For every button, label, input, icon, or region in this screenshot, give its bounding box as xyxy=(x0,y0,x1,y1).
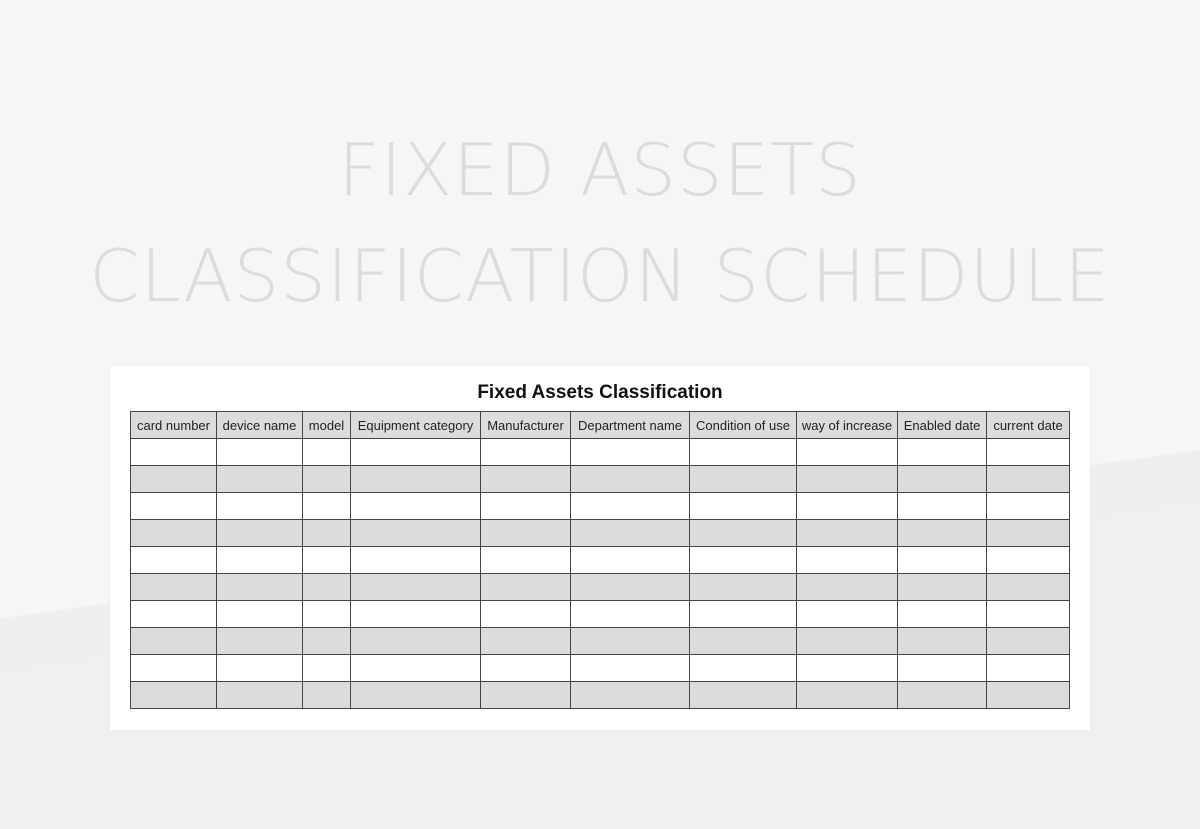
table-cell[interactable] xyxy=(481,628,571,655)
sheet-title: Fixed Assets Classification xyxy=(477,382,723,403)
table-cell[interactable] xyxy=(690,682,797,709)
table-cell[interactable] xyxy=(690,547,797,574)
table-cell[interactable] xyxy=(571,493,690,520)
table-cell[interactable] xyxy=(351,547,481,574)
table-cell[interactable] xyxy=(481,547,571,574)
table-cell[interactable] xyxy=(571,682,690,709)
table-cell[interactable] xyxy=(131,682,217,709)
table-cell[interactable] xyxy=(131,547,217,574)
column-header: Manufacturer xyxy=(481,412,571,439)
table-cell[interactable] xyxy=(481,520,571,547)
table-cell[interactable] xyxy=(797,655,898,682)
table-cell[interactable] xyxy=(898,547,987,574)
table-row xyxy=(131,628,1070,655)
table-cell[interactable] xyxy=(898,628,987,655)
table-row xyxy=(131,466,1070,493)
table-cell[interactable] xyxy=(481,682,571,709)
table-cell[interactable] xyxy=(131,520,217,547)
column-header: way of increase xyxy=(797,412,898,439)
table-cell[interactable] xyxy=(303,547,351,574)
table-cell[interactable] xyxy=(571,655,690,682)
table-cell[interactable] xyxy=(898,493,987,520)
table-cell[interactable] xyxy=(303,439,351,466)
table-row xyxy=(131,601,1070,628)
table-cell[interactable] xyxy=(303,493,351,520)
column-header: Condition of use xyxy=(690,412,797,439)
table-cell[interactable] xyxy=(987,520,1070,547)
table-cell[interactable] xyxy=(987,601,1070,628)
table-cell[interactable] xyxy=(797,601,898,628)
table-cell[interactable] xyxy=(217,601,303,628)
table-cell[interactable] xyxy=(131,628,217,655)
sheet-card xyxy=(110,366,1090,730)
table-cell[interactable] xyxy=(481,655,571,682)
table-cell[interactable] xyxy=(797,493,898,520)
table-cell[interactable] xyxy=(217,493,303,520)
table-cell[interactable] xyxy=(351,466,481,493)
table-cell[interactable] xyxy=(481,466,571,493)
table-cell[interactable] xyxy=(217,520,303,547)
table-cell[interactable] xyxy=(690,601,797,628)
table-row xyxy=(131,520,1070,547)
table-cell[interactable] xyxy=(987,439,1070,466)
table-cell[interactable] xyxy=(571,520,690,547)
table-cell[interactable] xyxy=(797,628,898,655)
table-row xyxy=(131,547,1070,574)
table-cell[interactable] xyxy=(351,439,481,466)
table-cell[interactable] xyxy=(131,574,217,601)
table-cell[interactable] xyxy=(303,628,351,655)
column-header: model xyxy=(303,412,351,439)
table-cell[interactable] xyxy=(987,493,1070,520)
table-cell[interactable] xyxy=(987,682,1070,709)
column-header: Enabled date xyxy=(898,412,987,439)
table-cell[interactable] xyxy=(131,601,217,628)
table-cell[interactable] xyxy=(987,574,1070,601)
table-cell[interactable] xyxy=(571,601,690,628)
table-cell[interactable] xyxy=(131,466,217,493)
table-cell[interactable] xyxy=(690,655,797,682)
table-cell[interactable] xyxy=(217,628,303,655)
table-cell[interactable] xyxy=(797,520,898,547)
table-cell[interactable] xyxy=(303,574,351,601)
table-cell[interactable] xyxy=(987,547,1070,574)
table-cell[interactable] xyxy=(217,574,303,601)
table-cell[interactable] xyxy=(131,655,217,682)
table-cell[interactable] xyxy=(571,466,690,493)
table-cell[interactable] xyxy=(303,682,351,709)
table-cell[interactable] xyxy=(217,682,303,709)
table-cell[interactable] xyxy=(797,574,898,601)
table-cell[interactable] xyxy=(690,466,797,493)
table-cell[interactable] xyxy=(303,601,351,628)
table-cell[interactable] xyxy=(987,655,1070,682)
table-cell[interactable] xyxy=(797,682,898,709)
table-cell[interactable] xyxy=(217,439,303,466)
table-cell[interactable] xyxy=(217,655,303,682)
classification-table xyxy=(130,411,1070,709)
table-cell[interactable] xyxy=(481,601,571,628)
table-cell[interactable] xyxy=(987,628,1070,655)
table-cell[interactable] xyxy=(898,601,987,628)
table-cell[interactable] xyxy=(898,439,987,466)
table-cell[interactable] xyxy=(797,439,898,466)
table-cell[interactable] xyxy=(351,574,481,601)
table-cell[interactable] xyxy=(797,466,898,493)
table-cell[interactable] xyxy=(571,628,690,655)
table-row xyxy=(131,682,1070,709)
table-cell[interactable] xyxy=(303,655,351,682)
table-cell[interactable] xyxy=(351,628,481,655)
table-cell[interactable] xyxy=(217,547,303,574)
table-cell[interactable] xyxy=(571,574,690,601)
table-cell[interactable] xyxy=(351,655,481,682)
table-cell[interactable] xyxy=(351,601,481,628)
table-cell[interactable] xyxy=(690,493,797,520)
table-cell[interactable] xyxy=(690,439,797,466)
column-header: current date xyxy=(987,412,1070,439)
table-cell[interactable] xyxy=(351,682,481,709)
table-row xyxy=(131,439,1070,466)
table-cell[interactable] xyxy=(131,493,217,520)
table-cell[interactable] xyxy=(898,574,987,601)
table-cell[interactable] xyxy=(481,574,571,601)
table-cell[interactable] xyxy=(898,655,987,682)
column-header: Department name xyxy=(571,412,690,439)
table-row xyxy=(131,574,1070,601)
table-cell[interactable] xyxy=(481,493,571,520)
table-cell[interactable] xyxy=(571,547,690,574)
table-cell[interactable] xyxy=(571,439,690,466)
table-row xyxy=(131,493,1070,520)
table-cell[interactable] xyxy=(131,439,217,466)
table-row xyxy=(131,655,1070,682)
table-cell[interactable] xyxy=(351,493,481,520)
table-cell[interactable] xyxy=(898,466,987,493)
table-cell[interactable] xyxy=(898,520,987,547)
column-header: card number xyxy=(131,412,217,439)
table-cell[interactable] xyxy=(217,466,303,493)
column-header: Equipment category xyxy=(351,412,481,439)
table-cell[interactable] xyxy=(351,520,481,547)
hero-title-line-1: FIXED ASSETS xyxy=(338,128,862,212)
table-cell[interactable] xyxy=(481,439,571,466)
table-cell[interactable] xyxy=(987,466,1070,493)
table-cell[interactable] xyxy=(303,466,351,493)
column-header: device name xyxy=(217,412,303,439)
table-cell[interactable] xyxy=(898,682,987,709)
table-cell[interactable] xyxy=(303,520,351,547)
table-cell[interactable] xyxy=(797,547,898,574)
table-cell[interactable] xyxy=(690,628,797,655)
header-row xyxy=(131,412,1070,439)
table-cell[interactable] xyxy=(690,520,797,547)
hero-title-line-2: CLASSIFICATION SCHEDULE xyxy=(89,234,1111,318)
table-cell[interactable] xyxy=(690,574,797,601)
